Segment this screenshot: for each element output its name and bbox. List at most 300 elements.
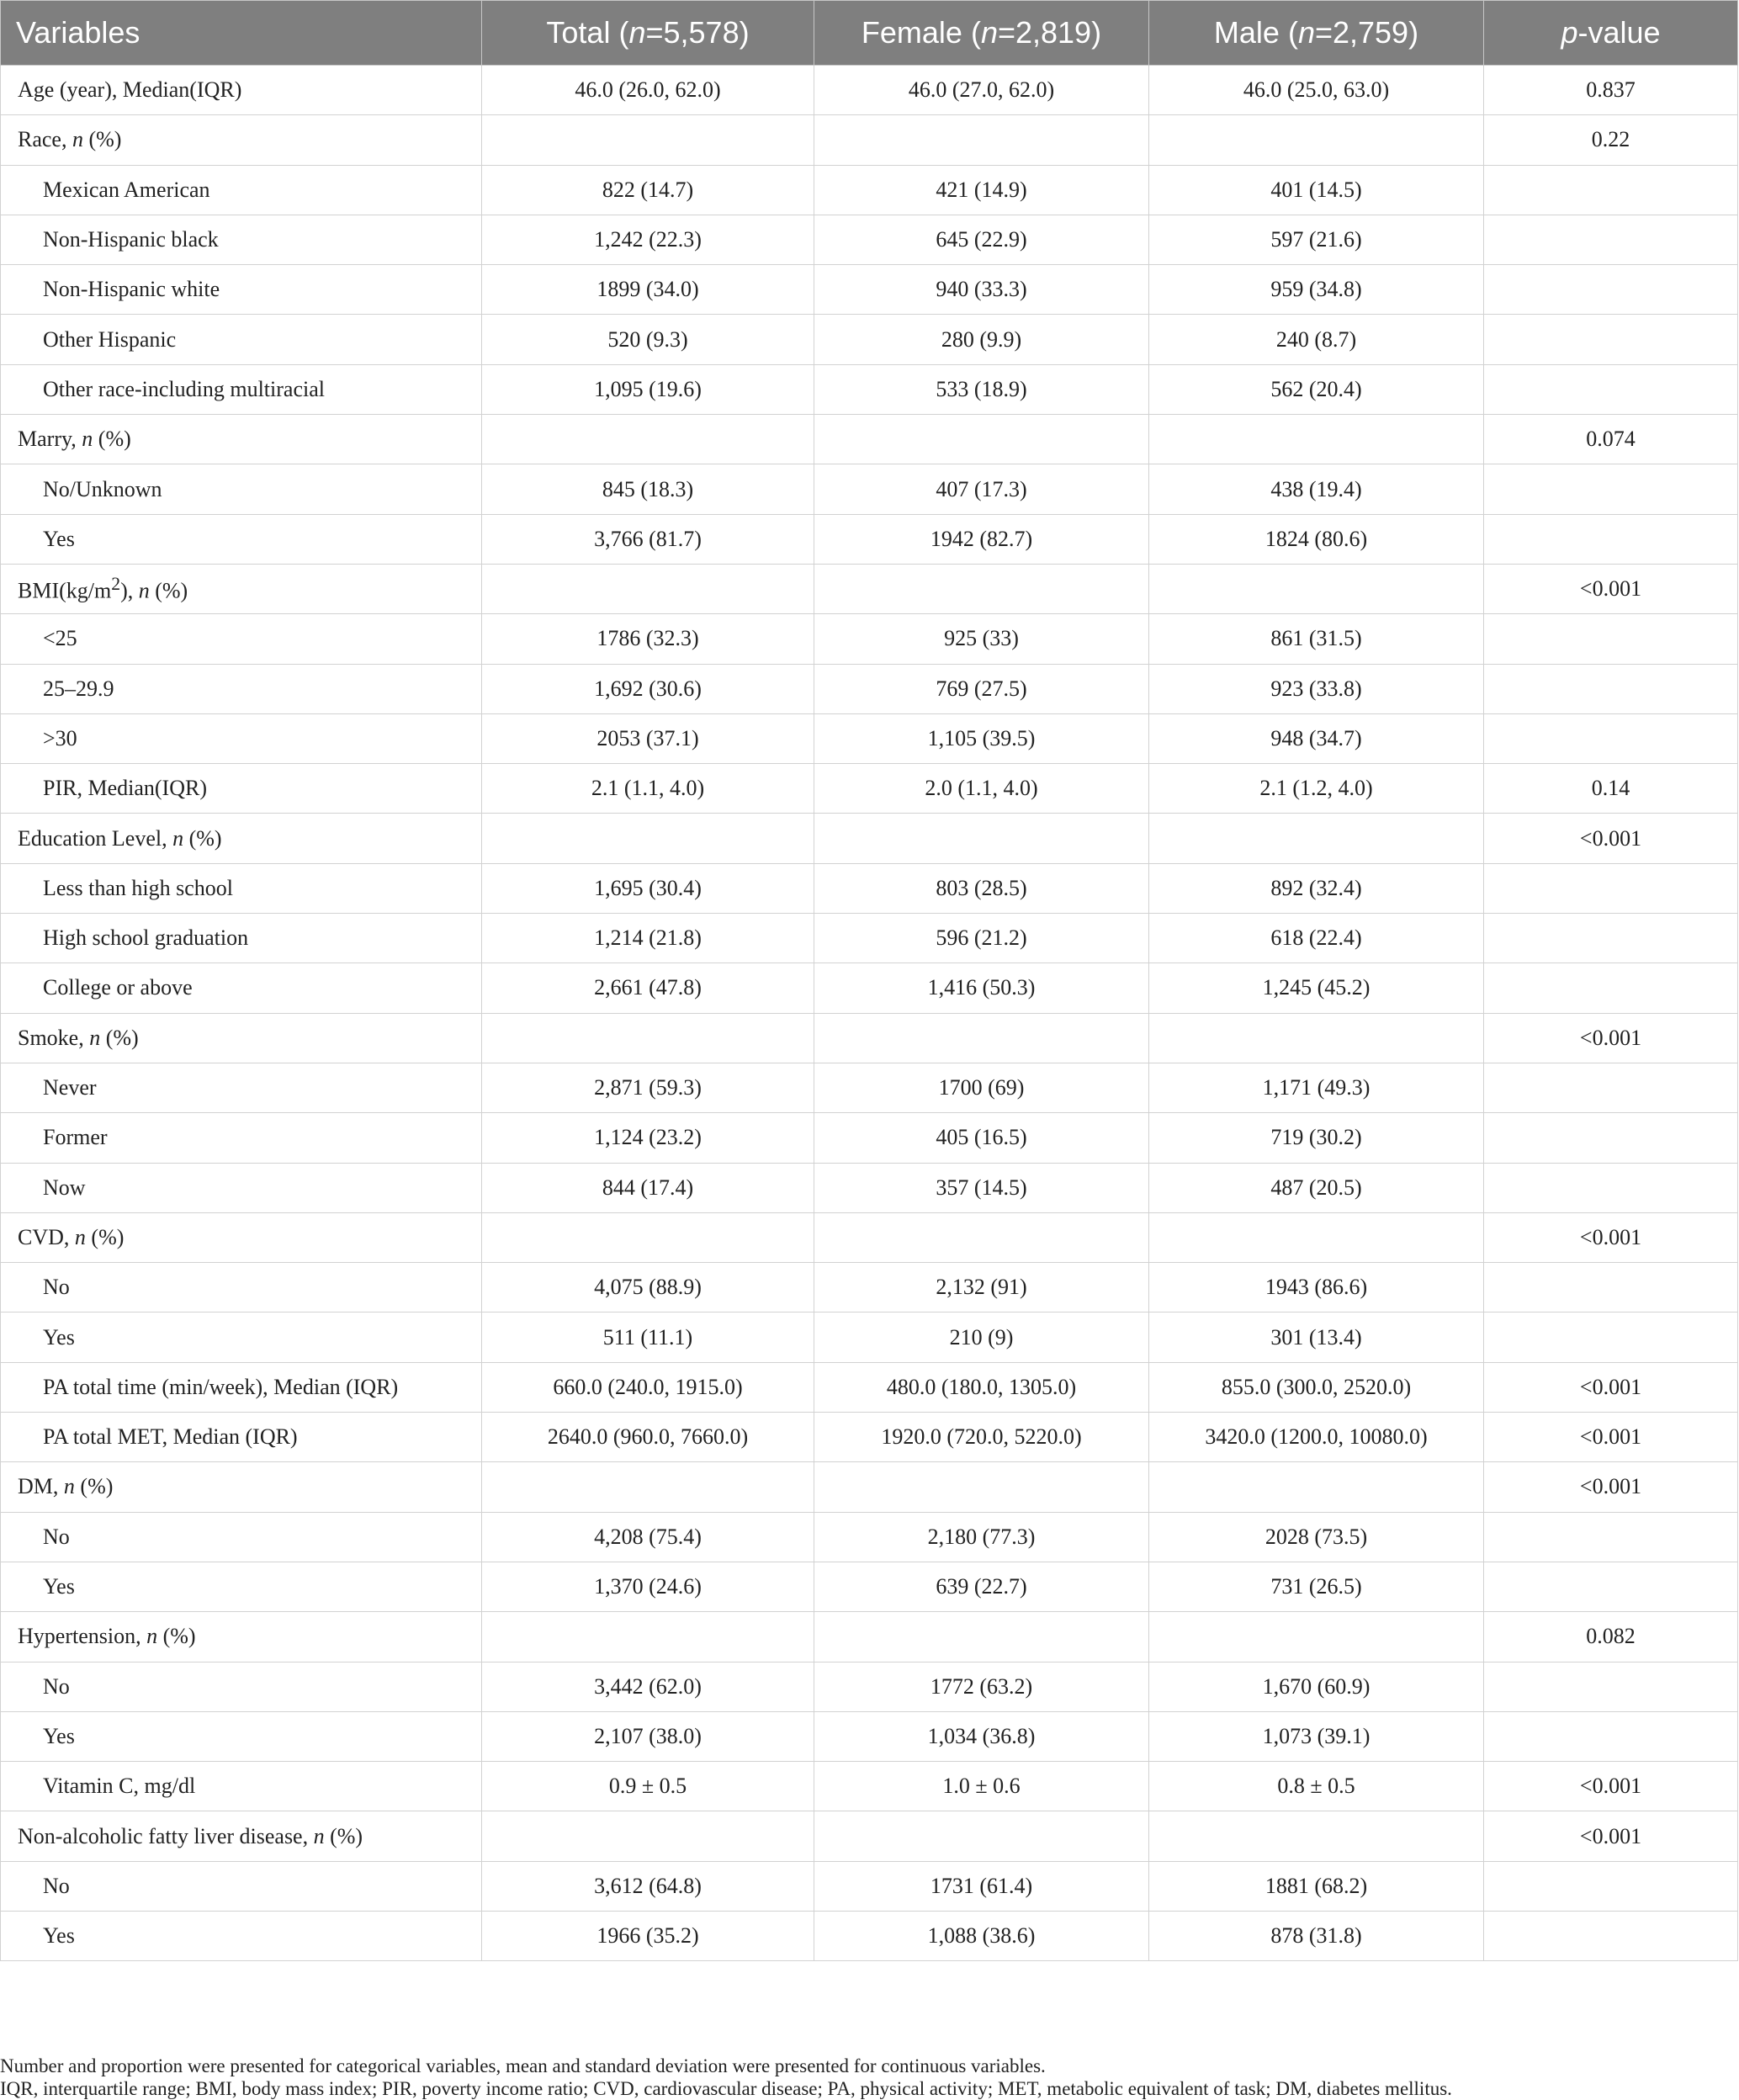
table-row xyxy=(1,1911,1738,1960)
table-row xyxy=(1,1811,1738,1861)
table-row xyxy=(1,315,1738,364)
p-value-cell xyxy=(1484,265,1738,315)
male-cell: 487 (20.5) xyxy=(1149,1163,1484,1212)
female-cell: 2.0 (1.1, 4.0) xyxy=(814,764,1149,814)
label-text: Vitamin C, mg/dl xyxy=(43,1774,196,1799)
label-text: (%) xyxy=(100,1025,139,1050)
male-cell xyxy=(1149,1462,1484,1512)
female-cell: 533 (18.9) xyxy=(814,364,1149,414)
p-value-cell xyxy=(1484,1163,1738,1212)
female-cell xyxy=(814,115,1149,165)
row-label xyxy=(1,1413,482,1462)
female-cell: 769 (27.5) xyxy=(814,664,1149,713)
male-cell: 731 (26.5) xyxy=(1149,1562,1484,1611)
female-cell: 803 (28.5) xyxy=(814,863,1149,913)
total-cell: 2053 (37.1) xyxy=(482,713,814,763)
male-cell: 46.0 (25.0, 63.0) xyxy=(1149,66,1484,115)
total-cell: 1,214 (21.8) xyxy=(482,914,814,963)
table-row xyxy=(1,1063,1738,1112)
table-row xyxy=(1,215,1738,264)
female-cell: 357 (14.5) xyxy=(814,1163,1149,1212)
p-value-cell xyxy=(1484,1312,1738,1362)
male-cell xyxy=(1149,1811,1484,1861)
female-cell xyxy=(814,1013,1149,1063)
label-text: ), xyxy=(120,578,139,603)
column-header-0 xyxy=(1,1,482,66)
total-cell: 2,107 (38.0) xyxy=(482,1711,814,1761)
row-label xyxy=(1,315,482,364)
p-value-cell: <0.001 xyxy=(1484,1413,1738,1462)
total-cell: 1786 (32.3) xyxy=(482,614,814,664)
column-header-4 xyxy=(1484,1,1738,66)
label-text: Age (year), Median(IQR) xyxy=(18,77,242,103)
p-value-cell xyxy=(1484,1063,1738,1112)
p-value-cell xyxy=(1484,165,1738,215)
table-row xyxy=(1,764,1738,814)
total-cell xyxy=(482,415,814,464)
p-value-cell: <0.001 xyxy=(1484,1013,1738,1063)
row-label xyxy=(1,963,482,1013)
p-value-cell xyxy=(1484,514,1738,564)
row-label xyxy=(1,1512,482,1562)
p-value-cell: 0.22 xyxy=(1484,115,1738,165)
row-label xyxy=(1,1662,482,1711)
label-text: No/Unknown xyxy=(43,476,162,501)
label-italic-symbol: n xyxy=(89,1025,101,1050)
table-row xyxy=(1,1413,1738,1462)
p-value-cell xyxy=(1484,713,1738,763)
label-text: Non-Hispanic black xyxy=(43,227,219,252)
label-text: Female ( xyxy=(861,15,981,50)
p-value-cell xyxy=(1484,664,1738,713)
male-cell xyxy=(1149,115,1484,165)
table-row xyxy=(1,914,1738,963)
label-text: (%) xyxy=(324,1823,363,1848)
row-label xyxy=(1,914,482,963)
label-italic-symbol: n xyxy=(74,1224,86,1249)
row-label xyxy=(1,1861,482,1911)
p-value-cell: 0.074 xyxy=(1484,415,1738,464)
p-value-cell xyxy=(1484,863,1738,913)
row-label xyxy=(1,1612,482,1662)
row-label xyxy=(1,1263,482,1312)
table-row xyxy=(1,66,1738,115)
male-cell: 618 (22.4) xyxy=(1149,914,1484,963)
label-italic-symbol: n xyxy=(63,1474,75,1499)
table-row xyxy=(1,814,1738,863)
female-cell xyxy=(814,1811,1149,1861)
label-text: <25 xyxy=(43,626,77,651)
footnote-abbreviations-note: Number and proportion were presented for categorical variables, mean and standard deviation were presented for continuous variables. xyxy=(0,2055,1046,2076)
male-cell: 1,073 (39.1) xyxy=(1149,1711,1484,1761)
total-cell: 844 (17.4) xyxy=(482,1163,814,1212)
female-cell: 1,416 (50.3) xyxy=(814,963,1149,1013)
table-row xyxy=(1,664,1738,713)
row-label xyxy=(1,514,482,564)
label-text: High school graduation xyxy=(43,925,249,951)
female-cell: 940 (33.3) xyxy=(814,265,1149,315)
label-text: (%) xyxy=(93,427,131,452)
label-text: Other race-including multiracial xyxy=(43,376,325,401)
female-cell: 210 (9) xyxy=(814,1312,1149,1362)
male-cell xyxy=(1149,1612,1484,1662)
table-row xyxy=(1,1662,1738,1711)
header-row xyxy=(1,1,1738,66)
p-value-cell: 0.082 xyxy=(1484,1612,1738,1662)
table-body xyxy=(1,66,1738,1961)
label-text: Marry, xyxy=(18,427,82,452)
row-label xyxy=(1,1013,482,1063)
label-text: =2,759) xyxy=(1314,15,1419,50)
total-cell: 1,695 (30.4) xyxy=(482,863,814,913)
row-label xyxy=(1,215,482,264)
male-cell: 855.0 (300.0, 2520.0) xyxy=(1149,1362,1484,1412)
total-cell xyxy=(482,1013,814,1063)
total-cell: 1,370 (24.6) xyxy=(482,1562,814,1611)
male-cell: 1,245 (45.2) xyxy=(1149,963,1484,1013)
label-text: Non-alcoholic fatty liver disease, xyxy=(18,1823,314,1848)
table-row xyxy=(1,1013,1738,1063)
male-cell: 240 (8.7) xyxy=(1149,315,1484,364)
female-cell: 407 (17.3) xyxy=(814,464,1149,514)
row-label xyxy=(1,265,482,315)
total-cell: 511 (11.1) xyxy=(482,1312,814,1362)
label-text: No xyxy=(43,1275,70,1300)
footnote-abbreviations: IQR, interquartile range; BMI, body mass index; PIR, poverty income ratio; CVD, cardiovascular disease; PA, physical activity; MET, metabolic equivalent of task; DM, diabetes mellitus. xyxy=(0,2078,1452,2099)
table-row xyxy=(1,1762,1738,1811)
label-text: Hypertension, xyxy=(18,1624,147,1649)
total-cell: 3,442 (62.0) xyxy=(482,1662,814,1711)
male-cell: 401 (14.5) xyxy=(1149,165,1484,215)
female-cell: 1772 (63.2) xyxy=(814,1662,1149,1711)
p-value-cell: 0.14 xyxy=(1484,764,1738,814)
female-cell xyxy=(814,814,1149,863)
total-cell xyxy=(482,1462,814,1512)
label-text: Yes xyxy=(43,526,75,551)
label-text: (%) xyxy=(157,1624,196,1649)
row-label xyxy=(1,115,482,165)
table-row xyxy=(1,614,1738,664)
row-label xyxy=(1,713,482,763)
label-text: Variables xyxy=(16,15,140,50)
table-row xyxy=(1,1562,1738,1611)
total-cell: 1966 (35.2) xyxy=(482,1911,814,1960)
column-header-2 xyxy=(814,1,1149,66)
row-label xyxy=(1,614,482,664)
male-cell: 1943 (86.6) xyxy=(1149,1263,1484,1312)
female-cell xyxy=(814,1612,1149,1662)
male-cell: 948 (34.7) xyxy=(1149,713,1484,763)
male-cell: 3420.0 (1200.0, 10080.0) xyxy=(1149,1413,1484,1462)
table-row xyxy=(1,265,1738,315)
label-text: Other Hispanic xyxy=(43,326,177,352)
total-cell xyxy=(482,1811,814,1861)
male-cell: 438 (19.4) xyxy=(1149,464,1484,514)
p-value-cell: <0.001 xyxy=(1484,1762,1738,1811)
label-text: PIR, Median(IQR) xyxy=(43,776,207,801)
p-value-cell: <0.001 xyxy=(1484,1462,1738,1512)
label-text: Never xyxy=(43,1075,97,1100)
female-cell: 1942 (82.7) xyxy=(814,514,1149,564)
row-label xyxy=(1,1811,482,1861)
male-cell: 1881 (68.2) xyxy=(1149,1861,1484,1911)
total-cell: 520 (9.3) xyxy=(482,315,814,364)
female-cell: 405 (16.5) xyxy=(814,1113,1149,1163)
column-header-3 xyxy=(1149,1,1484,66)
total-cell: 2,661 (47.8) xyxy=(482,963,814,1013)
total-cell: 822 (14.7) xyxy=(482,165,814,215)
female-cell: 480.0 (180.0, 1305.0) xyxy=(814,1362,1149,1412)
male-cell: 301 (13.4) xyxy=(1149,1312,1484,1362)
p-value-cell xyxy=(1484,1263,1738,1312)
female-cell: 1,105 (39.5) xyxy=(814,713,1149,763)
male-cell: 2.1 (1.2, 4.0) xyxy=(1149,764,1484,814)
female-cell xyxy=(814,415,1149,464)
total-cell xyxy=(482,814,814,863)
female-cell xyxy=(814,1212,1149,1262)
total-cell: 1899 (34.0) xyxy=(482,265,814,315)
female-cell: 1731 (61.4) xyxy=(814,1861,1149,1911)
label-text: Non-Hispanic white xyxy=(43,277,220,302)
label-text: Less than high school xyxy=(43,875,234,900)
table-row xyxy=(1,1512,1738,1562)
row-label xyxy=(1,764,482,814)
table-row xyxy=(1,1462,1738,1512)
label-text: College or above xyxy=(43,975,193,1000)
row-label xyxy=(1,1711,482,1761)
total-cell: 1,124 (23.2) xyxy=(482,1113,814,1163)
table-row xyxy=(1,464,1738,514)
table-row xyxy=(1,1612,1738,1662)
table-row xyxy=(1,1711,1738,1761)
label-text: Yes xyxy=(43,1324,75,1350)
row-label xyxy=(1,1212,482,1262)
p-value-cell xyxy=(1484,1662,1738,1711)
female-cell: 639 (22.7) xyxy=(814,1562,1149,1611)
row-label xyxy=(1,1562,482,1611)
row-label xyxy=(1,564,482,613)
male-cell: 597 (21.6) xyxy=(1149,215,1484,264)
total-cell: 4,208 (75.4) xyxy=(482,1512,814,1562)
row-label xyxy=(1,364,482,414)
table-row xyxy=(1,963,1738,1013)
label-text: DM, xyxy=(18,1474,64,1499)
female-cell: 1920.0 (720.0, 5220.0) xyxy=(814,1413,1149,1462)
table-row xyxy=(1,713,1738,763)
label-text: No xyxy=(43,1673,70,1699)
label-italic-symbol: n xyxy=(172,825,184,851)
table-row xyxy=(1,115,1738,165)
table-row xyxy=(1,564,1738,613)
p-value-cell xyxy=(1484,1562,1738,1611)
label-text: No xyxy=(43,1873,70,1898)
label-text: -value xyxy=(1577,15,1661,50)
row-label xyxy=(1,1462,482,1512)
table-row xyxy=(1,1312,1738,1362)
male-cell xyxy=(1149,1013,1484,1063)
male-cell: 959 (34.8) xyxy=(1149,265,1484,315)
table-row xyxy=(1,1362,1738,1412)
p-value-cell xyxy=(1484,364,1738,414)
female-cell: 645 (22.9) xyxy=(814,215,1149,264)
row-label xyxy=(1,863,482,913)
label-text: (%) xyxy=(82,127,122,152)
label-text: CVD, xyxy=(18,1224,75,1249)
p-value-cell xyxy=(1484,1512,1738,1562)
label-italic-symbol: n xyxy=(146,1624,158,1649)
p-value-cell xyxy=(1484,315,1738,364)
label-text: =2,819) xyxy=(997,15,1102,50)
female-cell: 280 (9.9) xyxy=(814,315,1149,364)
total-cell xyxy=(482,115,814,165)
p-value-cell xyxy=(1484,963,1738,1013)
male-cell: 0.8 ± 0.5 xyxy=(1149,1762,1484,1811)
label-text: Yes xyxy=(43,1923,75,1949)
total-cell: 2,871 (59.3) xyxy=(482,1063,814,1112)
total-cell: 0.9 ± 0.5 xyxy=(482,1762,814,1811)
total-cell: 845 (18.3) xyxy=(482,464,814,514)
label-text: Mexican American xyxy=(43,177,210,202)
row-label xyxy=(1,464,482,514)
table-row xyxy=(1,1113,1738,1163)
row-label xyxy=(1,415,482,464)
p-value-cell: <0.001 xyxy=(1484,1362,1738,1412)
row-label xyxy=(1,1063,482,1112)
total-cell: 1,242 (22.3) xyxy=(482,215,814,264)
label-superscript: 2 xyxy=(111,574,121,595)
label-italic-symbol: n xyxy=(72,127,83,152)
male-cell: 923 (33.8) xyxy=(1149,664,1484,713)
total-cell: 46.0 (26.0, 62.0) xyxy=(482,66,814,115)
female-cell: 46.0 (27.0, 62.0) xyxy=(814,66,1149,115)
label-text: PA total time (min/week), Median (IQR) xyxy=(43,1374,399,1399)
label-text: BMI(kg/m xyxy=(18,578,112,603)
label-text: (%) xyxy=(183,825,222,851)
row-label xyxy=(1,1312,482,1362)
table-row xyxy=(1,514,1738,564)
p-value-cell xyxy=(1484,1861,1738,1911)
label-italic-symbol: n xyxy=(313,1823,325,1848)
table-row xyxy=(1,863,1738,913)
label-text: >30 xyxy=(43,726,77,750)
total-cell: 2640.0 (960.0, 7660.0) xyxy=(482,1413,814,1462)
total-cell xyxy=(482,1212,814,1262)
label-text: (%) xyxy=(85,1224,125,1249)
female-cell xyxy=(814,564,1149,613)
label-text: Yes xyxy=(43,1574,75,1599)
label-text: Race, xyxy=(18,127,72,152)
p-value-cell xyxy=(1484,1911,1738,1960)
table-row xyxy=(1,1263,1738,1312)
total-cell: 1,095 (19.6) xyxy=(482,364,814,414)
total-cell: 3,766 (81.7) xyxy=(482,514,814,564)
p-value-cell xyxy=(1484,914,1738,963)
female-cell: 2,180 (77.3) xyxy=(814,1512,1149,1562)
p-value-cell: 0.837 xyxy=(1484,66,1738,115)
male-cell: 562 (20.4) xyxy=(1149,364,1484,414)
label-text: Male ( xyxy=(1213,15,1298,50)
female-cell: 2,132 (91) xyxy=(814,1263,1149,1312)
label-text: (%) xyxy=(149,578,188,603)
row-label xyxy=(1,814,482,863)
total-cell: 4,075 (88.9) xyxy=(482,1263,814,1312)
male-cell xyxy=(1149,564,1484,613)
label-italic-symbol: n xyxy=(138,578,150,603)
label-text: Now xyxy=(43,1175,86,1200)
label-italic-symbol: n xyxy=(82,427,93,452)
female-cell: 1,034 (36.8) xyxy=(814,1711,1149,1761)
label-text: No xyxy=(43,1524,70,1549)
female-cell: 925 (33) xyxy=(814,614,1149,664)
label-text: Total ( xyxy=(546,15,629,50)
label-text: (%) xyxy=(74,1474,114,1499)
label-text: Yes xyxy=(43,1723,75,1748)
p-value-cell xyxy=(1484,1711,1738,1761)
male-cell: 1,670 (60.9) xyxy=(1149,1662,1484,1711)
male-cell: 1,171 (49.3) xyxy=(1149,1063,1484,1112)
total-cell: 3,612 (64.8) xyxy=(482,1861,814,1911)
p-value-cell: <0.001 xyxy=(1484,564,1738,613)
male-cell: 719 (30.2) xyxy=(1149,1113,1484,1163)
label-text: Smoke, xyxy=(18,1025,90,1050)
label-text: 25–29.9 xyxy=(43,676,114,701)
male-cell xyxy=(1149,814,1484,863)
row-label xyxy=(1,1911,482,1960)
column-header-1 xyxy=(482,1,814,66)
p-value-cell: <0.001 xyxy=(1484,1212,1738,1262)
male-cell: 1824 (80.6) xyxy=(1149,514,1484,564)
female-cell: 1,088 (38.6) xyxy=(814,1911,1149,1960)
total-cell: 1,692 (30.6) xyxy=(482,664,814,713)
female-cell: 1700 (69) xyxy=(814,1063,1149,1112)
row-label xyxy=(1,165,482,215)
label-text: Education Level, xyxy=(18,825,173,851)
row-label xyxy=(1,1113,482,1163)
row-label xyxy=(1,1762,482,1811)
table-row xyxy=(1,364,1738,414)
table-row xyxy=(1,1163,1738,1212)
row-label xyxy=(1,1362,482,1412)
female-cell: 596 (21.2) xyxy=(814,914,1149,963)
p-value-cell: <0.001 xyxy=(1484,1811,1738,1861)
male-cell: 2028 (73.5) xyxy=(1149,1512,1484,1562)
male-cell xyxy=(1149,415,1484,464)
label-text: PA total MET, Median (IQR) xyxy=(43,1424,298,1450)
female-cell: 421 (14.9) xyxy=(814,165,1149,215)
label-italic-symbol: n xyxy=(980,15,998,50)
table-header xyxy=(1,1,1738,66)
male-cell: 861 (31.5) xyxy=(1149,614,1484,664)
p-value-cell xyxy=(1484,1113,1738,1163)
male-cell: 892 (32.4) xyxy=(1149,863,1484,913)
table-row xyxy=(1,415,1738,464)
female-cell xyxy=(814,1462,1149,1512)
p-value-cell: <0.001 xyxy=(1484,814,1738,863)
p-value-cell xyxy=(1484,464,1738,514)
total-cell: 2.1 (1.1, 4.0) xyxy=(482,764,814,814)
total-cell xyxy=(482,564,814,613)
row-label xyxy=(1,66,482,115)
label-italic-symbol: p xyxy=(1561,15,1578,50)
female-cell: 1.0 ± 0.6 xyxy=(814,1762,1149,1811)
total-cell xyxy=(482,1612,814,1662)
table-row xyxy=(1,165,1738,215)
male-cell: 878 (31.8) xyxy=(1149,1911,1484,1960)
label-text: Former xyxy=(43,1125,108,1150)
label-italic-symbol: n xyxy=(1297,15,1315,50)
row-label xyxy=(1,1163,482,1212)
p-value-cell xyxy=(1484,614,1738,664)
